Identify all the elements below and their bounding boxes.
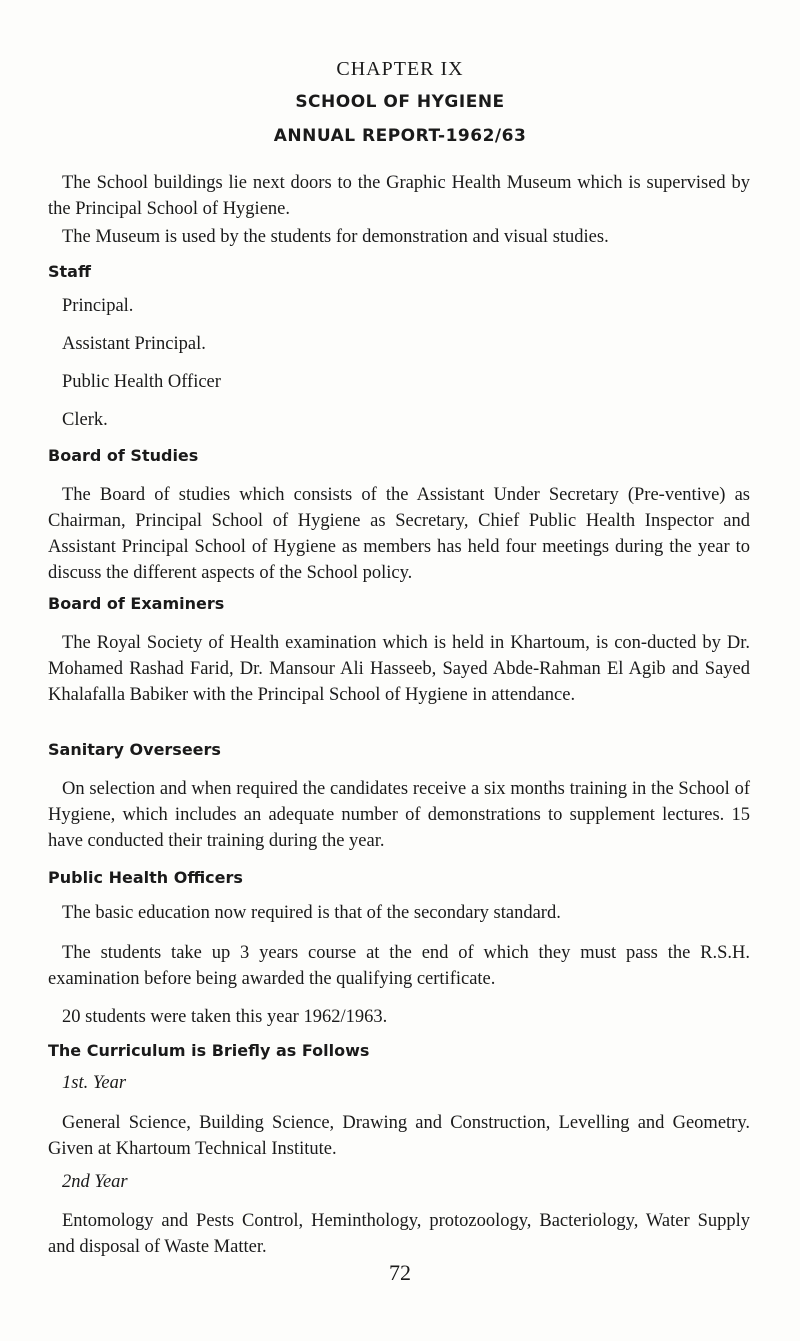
public-health-officers-paragraph-2: The students take up 3 years course at the end of which they must pass the R.S.H. examination before being awarded the qualifying certificate. — [48, 943, 750, 989]
chapter-heading: CHAPTER IX — [336, 58, 464, 80]
curriculum-heading: The Curriculum is Briefly as Follows — [48, 1041, 370, 1060]
public-health-officers-paragraph-3: 20 students were taken this year 1962/1963. — [62, 1007, 388, 1027]
staff-heading: Staff — [48, 262, 91, 281]
curriculum-year-1-label: 1st. Year — [62, 1073, 127, 1093]
intro-paragraph-2: The Museum is used by the students for demonstration and visual studies. — [62, 227, 609, 247]
curriculum-year-2-label: 2nd Year — [62, 1172, 128, 1192]
board-of-studies-text: The Board of studies which consists of the Assistant Under Secretary (Pre-ventive) as Chairman, Principal School of Hygiene as Secretary, Chief Public Health Inspector and Assistant Principal School of Hygiene as members has held four meetings during the year to discuss the different aspects of the School policy. — [48, 485, 750, 583]
document-title: SCHOOL OF HYGIENE — [295, 92, 505, 112]
board-of-examiners-heading: Board of Examiners — [48, 594, 225, 613]
page-number: 72 — [389, 1260, 411, 1285]
document-subtitle: ANNUAL REPORT-1962/63 — [273, 126, 527, 146]
board-of-examiners-text: The Royal Society of Health examination which is held in Khartoum, is con-ducted by Dr. Mohamed Rashad Farid, Dr. Mansour Ali Hasseeb, Sayed Abde-Rahman El Agib and Sayed Khalafalla Babiker with the Principal School of Hygiene in attendance. — [48, 633, 750, 705]
board-of-studies-heading: Board of Studies — [48, 446, 199, 465]
curriculum-year-2-text: Entomology and Pests Control, Heminthology, protozoology, Bacteriology, Water Supply and disposal of Waste Matter. — [48, 1211, 750, 1257]
intro-paragraph-1: The School buildings lie next doors to the Graphic Health Museum which is supervised by the Principal School of Hygiene. — [48, 173, 750, 219]
sanitary-overseers-heading: Sanitary Overseers — [48, 740, 221, 759]
staff-item-clerk: Clerk. — [62, 410, 108, 430]
public-health-officers-paragraph-1: The basic education now required is that of the secondary standard. — [62, 903, 561, 923]
public-health-officers-heading: Public Health Officers — [48, 868, 243, 887]
curriculum-year-1-text: General Science, Building Science, Drawing and Construction, Levelling and Geometry. Given at Khartoum Technical Institute. — [48, 1113, 750, 1159]
staff-item-public-health-officer: Public Health Officer — [62, 372, 221, 392]
staff-item-principal: Principal. — [62, 296, 134, 316]
staff-item-assistant-principal: Assistant Principal. — [62, 334, 206, 354]
sanitary-overseers-text: On selection and when required the candidates receive a six months training in the School of Hygiene, which includes an adequate number of demonstrations to supplement lectures. 15 have conducted their training during the year. — [48, 779, 750, 851]
